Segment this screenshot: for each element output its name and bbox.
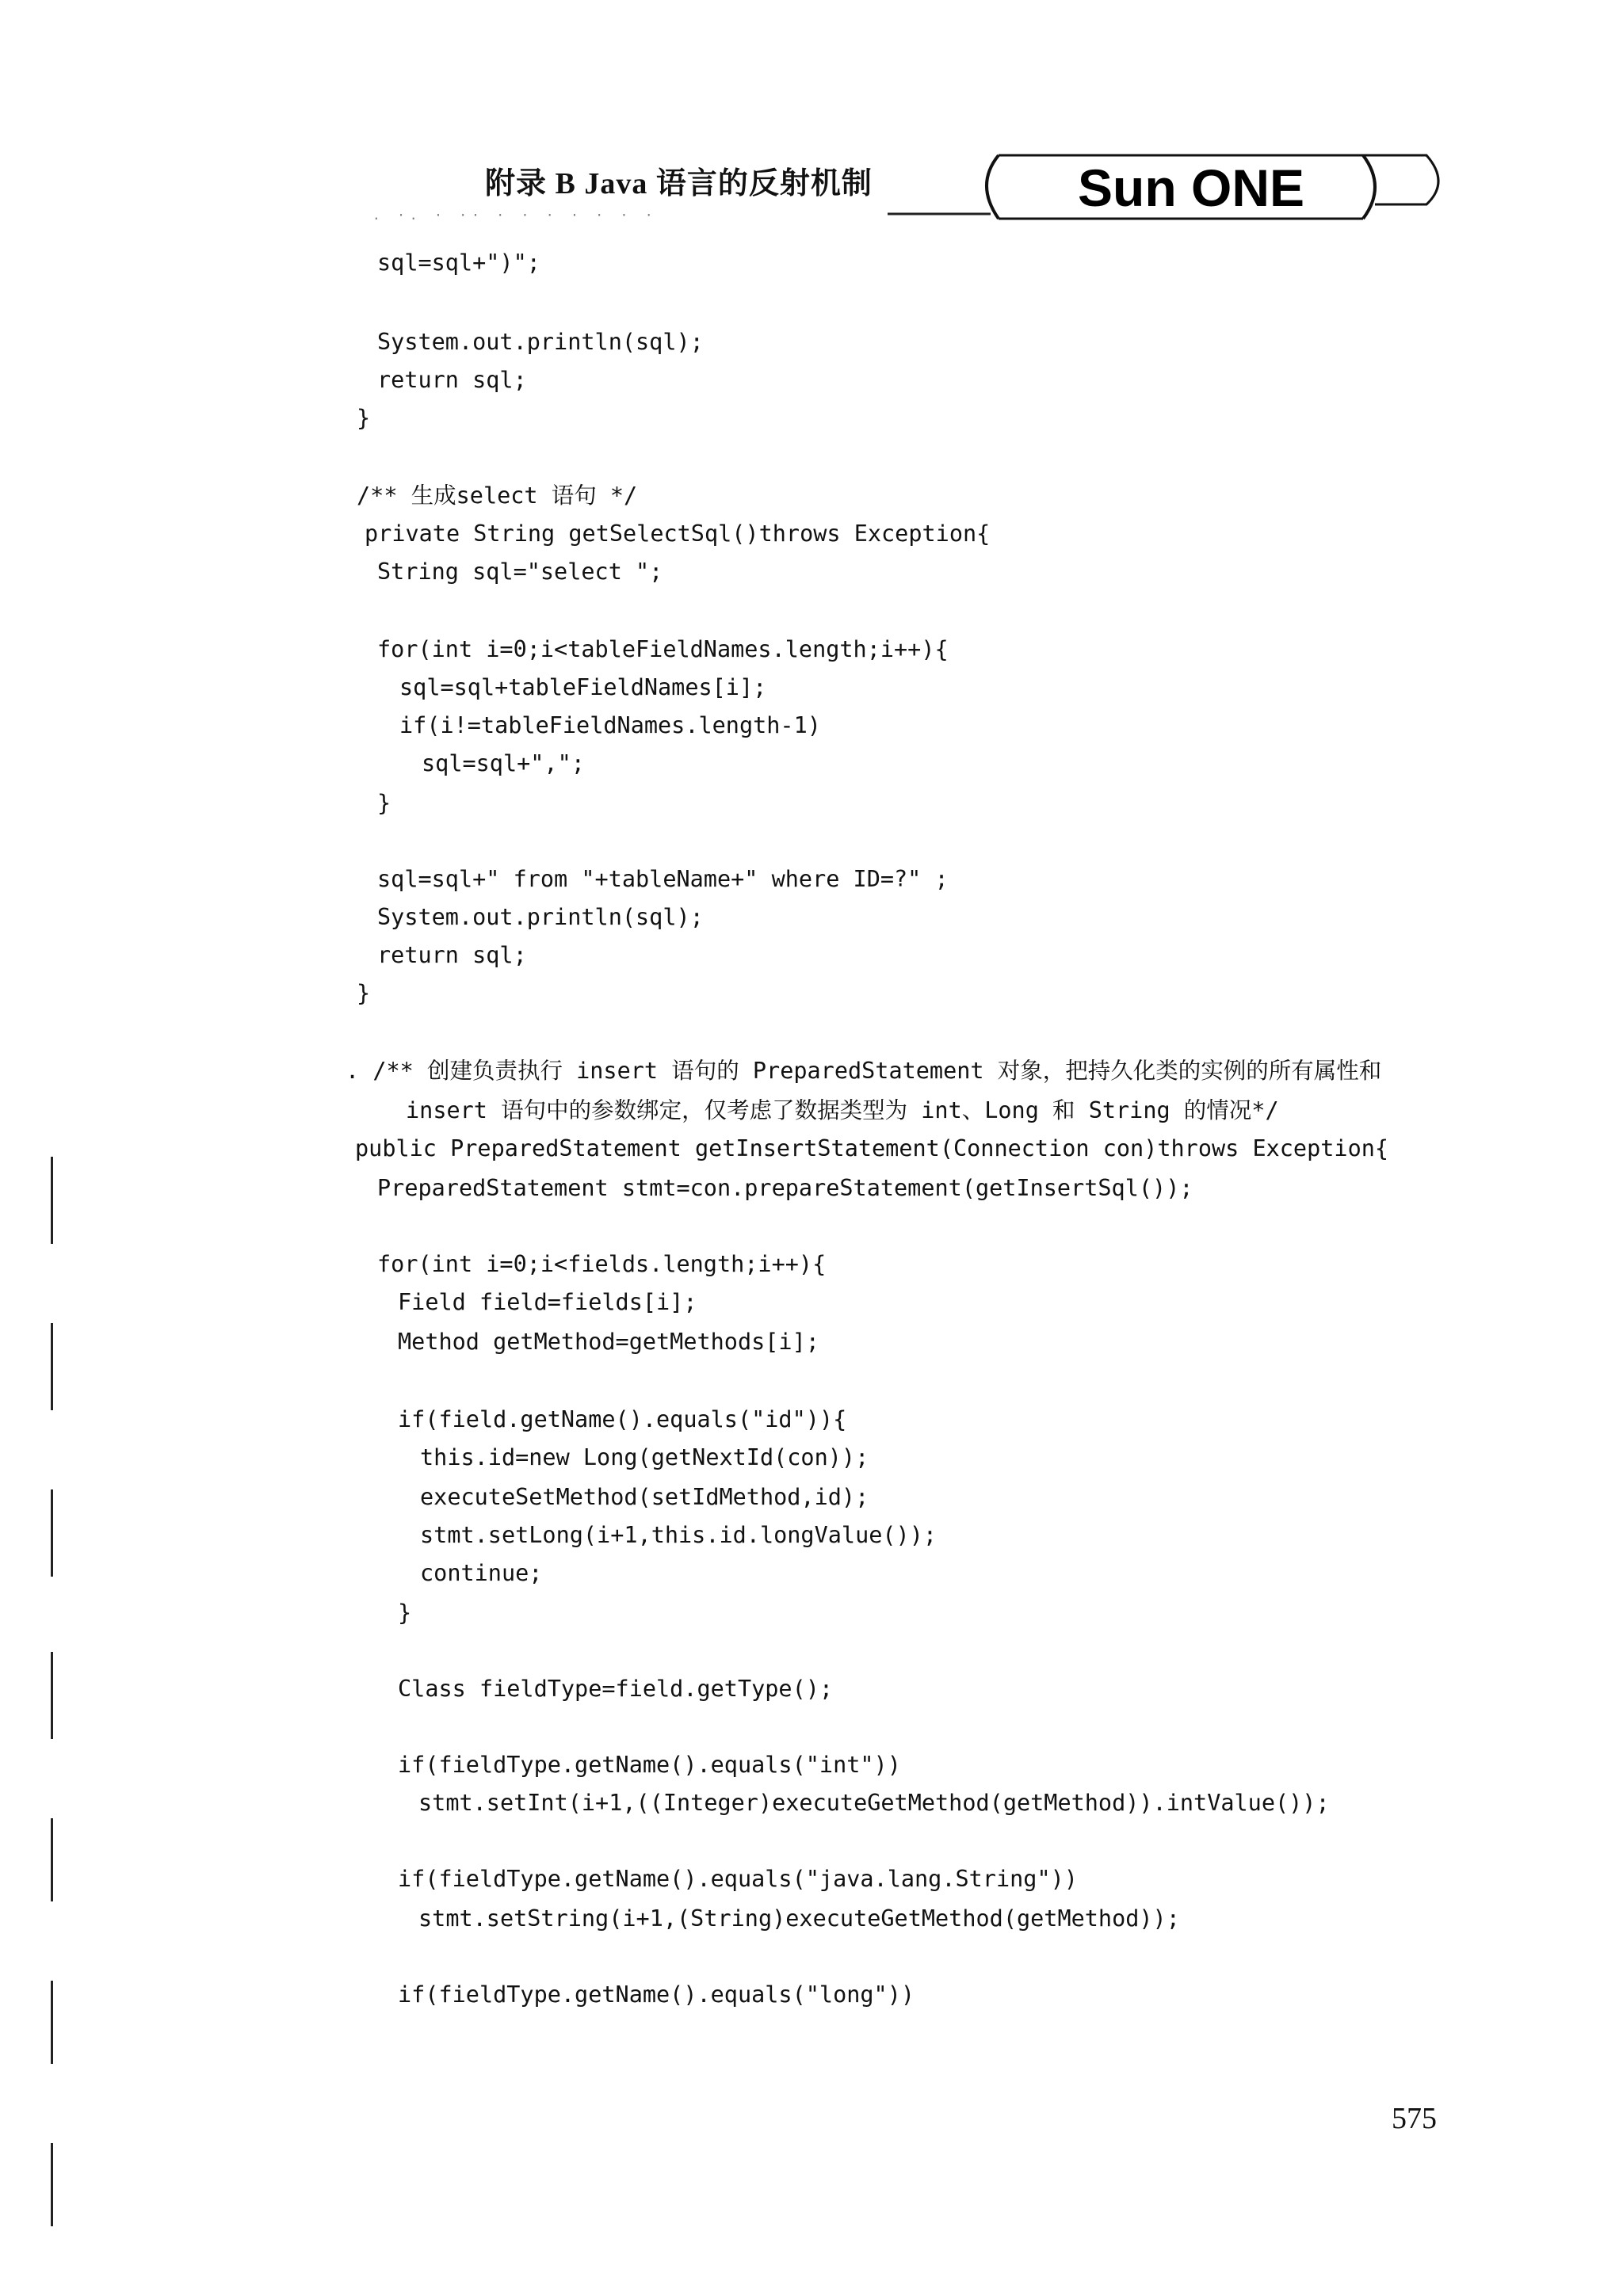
code-line: stmt.setString(i+1,(String)executeGetMethod(getMethod)); (418, 1905, 1180, 1932)
code-line: System.out.println(sql); (377, 904, 704, 930)
code-line: private String getSelectSql()throws Exception{ (365, 521, 991, 547)
code-line: if(fieldType.getName().equals("java.lang.String")) (398, 1866, 1078, 1892)
code-line: return sql; (377, 942, 527, 968)
code-line: } (357, 980, 371, 1006)
code-line: /** 生成select 语句 */ (357, 482, 638, 509)
code-line: executeSetMethod(setIdMethod,id); (420, 1484, 869, 1510)
code-line: sql=sql+tableFieldNames[i]; (399, 674, 767, 700)
margin-bar (51, 1981, 53, 2064)
code-line: PreparedStatement stmt=con.prepareStatement(getInsertSql()); (377, 1175, 1193, 1201)
header-title: 附录 B Java 语言的反射机制 (485, 167, 873, 200)
code-line: Field field=fields[i]; (398, 1289, 697, 1315)
code-line: Class fieldType=field.getType(); (398, 1676, 834, 1702)
header-decoration: . ·. · ·· · · · · · · · (372, 208, 658, 223)
margin-bar (51, 1323, 53, 1410)
code-line: if(fieldType.getName().equals("long")) (398, 1981, 915, 2008)
code-line: String sql="select "; (377, 559, 663, 585)
code-line: Method getMethod=getMethods[i]; (398, 1329, 819, 1355)
margin-bar (51, 1157, 53, 1244)
code-line: public PreparedStatement getInsertStatement(Connection con)throws Exception{ (355, 1135, 1389, 1161)
code-line: sql=sql+","; (422, 750, 585, 776)
code-line: insert 语句中的参数绑定，仅考虑了数据类型为 int、Long 和 String 的情况*/ (406, 1097, 1279, 1123)
code-line: } (398, 1600, 412, 1626)
logo-text: Sun ONE (1078, 158, 1305, 217)
code-line: if(fieldType.getName().equals("int")) (398, 1752, 901, 1778)
code-line: System.out.println(sql); (377, 329, 704, 355)
code-line: if(i!=tableFieldNames.length-1) (399, 712, 821, 738)
margin-bar (51, 1818, 53, 1901)
page-number: 575 (1392, 2102, 1437, 2135)
code-line: sql=sql+")"; (377, 250, 540, 276)
code-line: for(int i=0;i<tableFieldNames.length;i++){ (377, 636, 949, 662)
code-line: return sql; (377, 367, 527, 393)
margin-bar (51, 2143, 53, 2226)
margin-bar (51, 1489, 53, 1577)
code-line: continue; (420, 1560, 543, 1586)
code-line: this.id=new Long(getNextId(con)); (420, 1444, 869, 1470)
code-line: } (357, 405, 371, 431)
code-line: if(field.getName().equals("id")){ (398, 1406, 847, 1432)
code-line: . /** 创建负责执行 insert 语句的 PreparedStatement 对象，把持久化类的实例的所有属性和 (346, 1058, 1382, 1084)
code-line: } (377, 790, 391, 816)
code-line: stmt.setInt(i+1,((Integer)executeGetMethod(getMethod)).intValue()); (418, 1790, 1330, 1816)
code-line: for(int i=0;i<fields.length;i++){ (377, 1251, 827, 1277)
code-line: stmt.setLong(i+1,this.id.longValue()); (420, 1522, 938, 1548)
margin-bar (51, 1652, 53, 1739)
code-line: sql=sql+" from "+tableName+" where ID=?" ; (377, 866, 949, 892)
